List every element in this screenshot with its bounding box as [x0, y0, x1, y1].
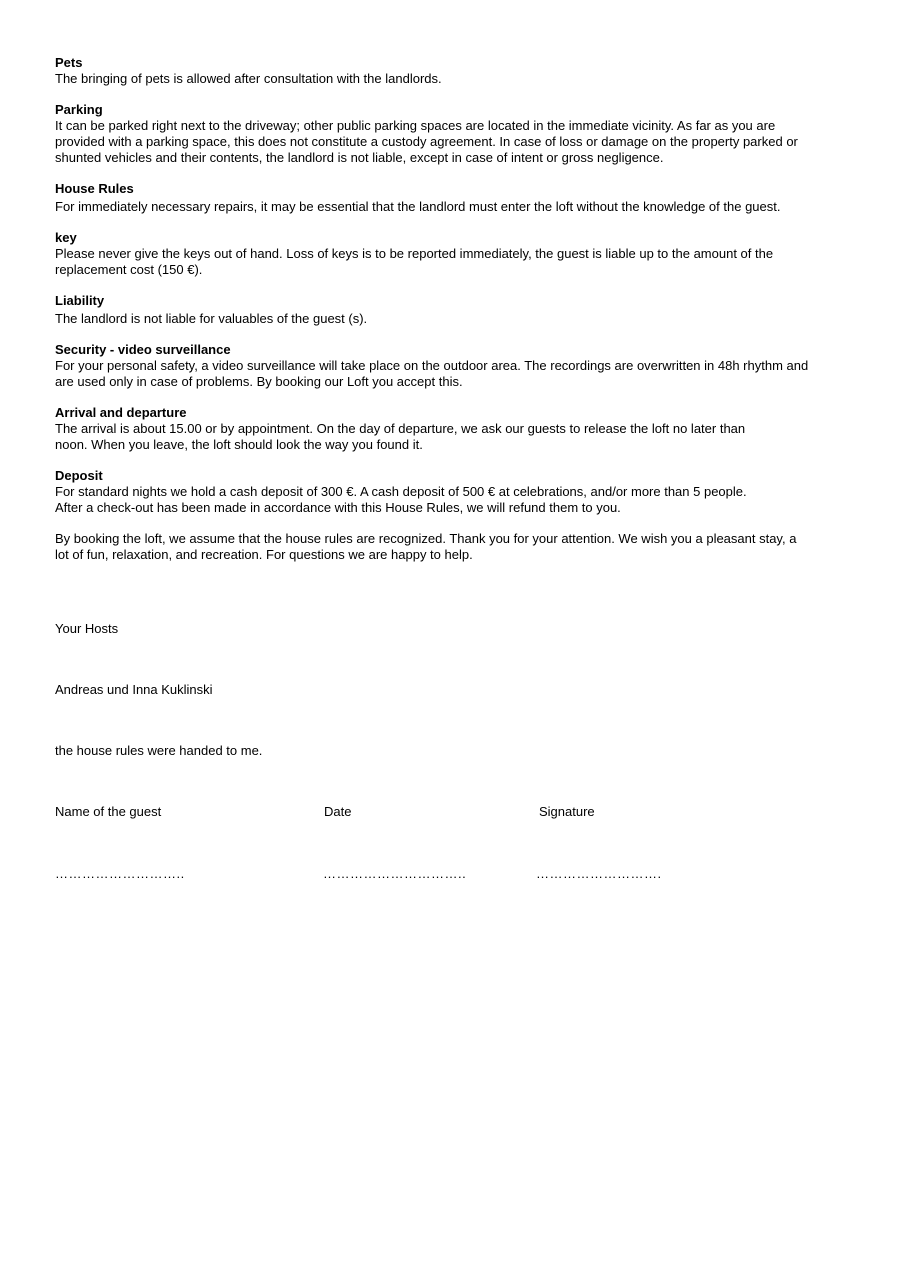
section-text: are used only in case of problems. By booking our Loft you accept this. — [55, 374, 463, 389]
section-heading: House Rules — [55, 181, 134, 196]
section-deposit — [55, 468, 855, 516]
section-text: After a check-out has been made in accordance with this House Rules, we will refund them to you. — [55, 500, 621, 515]
section-security — [55, 342, 855, 390]
section-text: For standard nights we hold a cash deposit of 300 €. A cash deposit of 500 € at celebrations, and/or more than 5 people. — [55, 484, 747, 499]
signature-label: Signature — [539, 804, 595, 819]
section-heading: Arrival and departure — [55, 405, 187, 420]
section-arrival-departure — [55, 405, 855, 453]
section-text: For your personal safety, a video surveillance will take place on the outdoor area. The recordings are overwritten in 48h rhythm and — [55, 358, 809, 373]
section-heading: Deposit — [55, 468, 103, 483]
section-text: For immediately necessary repairs, it may be essential that the landlord must enter the loft without the knowledge of the guest. — [55, 199, 781, 214]
section-house-rules — [55, 181, 855, 215]
guest-name-line: ……………………….. — [55, 866, 185, 881]
host-names: Andreas und Inna Kuklinski — [55, 682, 213, 697]
date-line: ………………………….. — [323, 866, 467, 881]
section-text: The landlord is not liable for valuables of the guest (s). — [55, 311, 368, 326]
signature-line: ………………………. — [536, 866, 662, 881]
section-liability — [55, 293, 855, 327]
section-text: replacement cost (150 €). — [55, 262, 203, 277]
section-text: shunted vehicles and their contents, the landlord is not liable, except in case of intent or gross negligence. — [55, 150, 664, 165]
section-heading: Pets — [55, 55, 83, 70]
your-hosts-label: Your Hosts — [55, 621, 119, 636]
section-heading: Security - video surveillance — [55, 342, 231, 357]
section-text: It can be parked right next to the driveway; other public parking spaces are located in the immediate vicinity. As far as you are — [55, 118, 776, 133]
section-text: noon. When you leave, the loft should look the way you found it. — [55, 437, 423, 452]
section-parking — [55, 102, 855, 166]
closing-text: By booking the loft, we assume that the house rules are recognized. Thank you for your attention. We wish you a pleasant stay, a — [55, 531, 797, 546]
section-heading: key — [55, 230, 77, 245]
section-heading: Parking — [55, 102, 103, 117]
section-text: provided with a parking space, this does not constitute a custody agreement. In case of loss or damage on the property parked or — [55, 134, 798, 149]
section-text: Please never give the keys out of hand. Loss of keys is to be reported immediately, the guest is liable up to the amount of the — [55, 246, 774, 261]
section-pets — [55, 55, 855, 87]
section-text: The bringing of pets is allowed after consultation with the landlords. — [55, 71, 442, 86]
handed-note: the house rules were handed to me. — [55, 743, 263, 758]
closing-paragraph — [55, 531, 855, 563]
closing-text: lot of fun, relaxation, and recreation. For questions we are happy to help. — [55, 547, 473, 562]
date-label: Date — [324, 804, 352, 819]
section-key — [55, 230, 855, 278]
house-rules-page — [55, 55, 855, 578]
guest-name-label: Name of the guest — [55, 804, 162, 819]
section-heading: Liability — [55, 293, 105, 308]
section-text: The arrival is about 15.00 or by appointment. On the day of departure, we ask our guests to release the loft no later than — [55, 421, 746, 436]
